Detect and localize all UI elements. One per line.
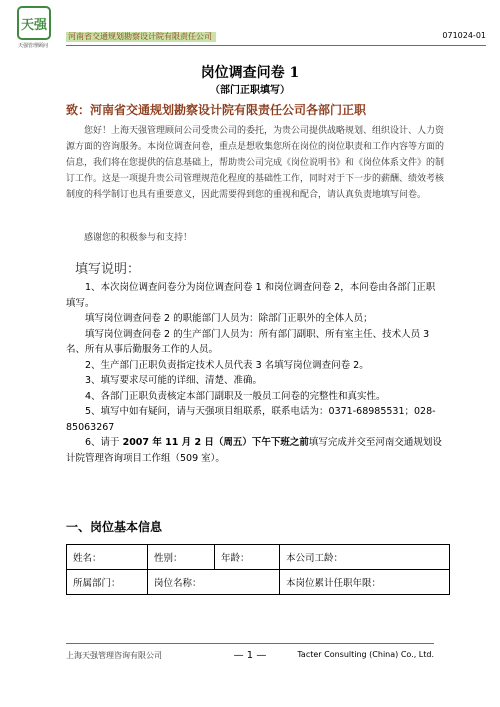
intro-paragraph: 您好！上海天强管理顾问公司受贵公司的委托，为贵公司提供战略规划、组织设计、人力资源方面的咨询服务。本岗位调查问卷，重点是想收集您所在岗位的岗位职责和工作内容等方面的信息，我们将在您提供的信息基础上，帮助贵公司完成《岗位说明书》和《岗位体系文件》的制订工作。这是一项提升贵公司管理规范化程度的基础性工作，同时对于下一步的薪酬、绩效考核制度的科学制订也具有重要意义，因此需要得到您的重视和配合，请认真负责地填写问卷。 (66, 126, 445, 200)
table-row (67, 570, 450, 595)
instruction-item-deadline: 6、请于 2007 年 11 月 2 日（周五）下午下班之前填写完成并交至河南交通规划设计院管理咨询项目工作组（509 室）。 (66, 437, 442, 464)
page-number: — 1 — (233, 650, 267, 661)
deadline-text: 2007 年 11 月 2 日（周五）下午下班之前 (122, 437, 309, 448)
company-tenure-field[interactable]: 本公司工龄： (280, 545, 450, 570)
instruction-item: 填写岗位调查问卷 2 的生产部门人员为：所有部门副职、所有室主任、技术人员 3 名、所有从事后勤服务工作的人员。 (66, 328, 430, 355)
header-company: 河南省交通规划勘察设计院有限责任公司 (68, 32, 212, 41)
position-name-field[interactable]: 岗位名称： (148, 570, 280, 595)
department-field[interactable]: 所属部门： (67, 570, 148, 595)
company-logo (16, 6, 50, 50)
page-header (14, 6, 486, 50)
position-tenure-field[interactable]: 本岗位累计任职年限： (280, 570, 450, 595)
document-subtitle: （部门正职填写） (210, 85, 290, 96)
instructions-heading: 填写说明： (75, 262, 141, 277)
table-row (67, 545, 450, 570)
greeting: 致：河南省交通规划勘察设计院有限责任公司各部门正职 (66, 103, 367, 117)
logo-caption: 天强管理顾问 (17, 43, 48, 49)
instruction-item: 4、各部门正职负责核定本部门副职及一般员工问卷的完整性和真实性。 (85, 390, 386, 402)
footer-divider (66, 643, 434, 644)
instruction-item: 1、本次岗位调查问卷分为岗位调查问卷 1 和岗位调查问卷 2，本问卷由各部门正职填写。 (66, 282, 436, 309)
section-basic-info-heading: 一、岗位基本信息 (66, 520, 163, 534)
basic-info-table (66, 544, 450, 595)
logo-mark: 天强 (17, 6, 51, 40)
footer-company: 上海天强管理咨询有限公司 (66, 651, 162, 660)
instruction-item: 填写岗位调查问卷 2 的职能部门人员为：除部门正职外的全体人员； (85, 313, 373, 324)
instructions-list (66, 280, 444, 466)
header-divider (66, 45, 486, 46)
document-title: 岗位调查问卷 1 (200, 65, 300, 81)
gender-field[interactable]: 性别： (148, 545, 215, 570)
name-field[interactable]: 姓名： (67, 545, 148, 570)
instruction-item: 3、填写要求尽可能的详细、清楚、准确。 (85, 375, 263, 386)
instruction-item: 5、填写中如有疑问，请与天强项目组联系，联系电话为：0371-68985531；028-85063267 (66, 406, 436, 433)
header-doc-code: 071024-01 (442, 31, 486, 40)
thanks-paragraph: 感谢您的积极参与和支持！ (84, 233, 193, 243)
age-field[interactable]: 年龄： (215, 545, 280, 570)
footer-company-en: Tacter Consulting (China) Co., Ltd. (297, 650, 434, 659)
instruction-item: 2、生产部门正职负责指定技术人员代表 3 名填写岗位调查问卷 2。 (85, 359, 369, 371)
